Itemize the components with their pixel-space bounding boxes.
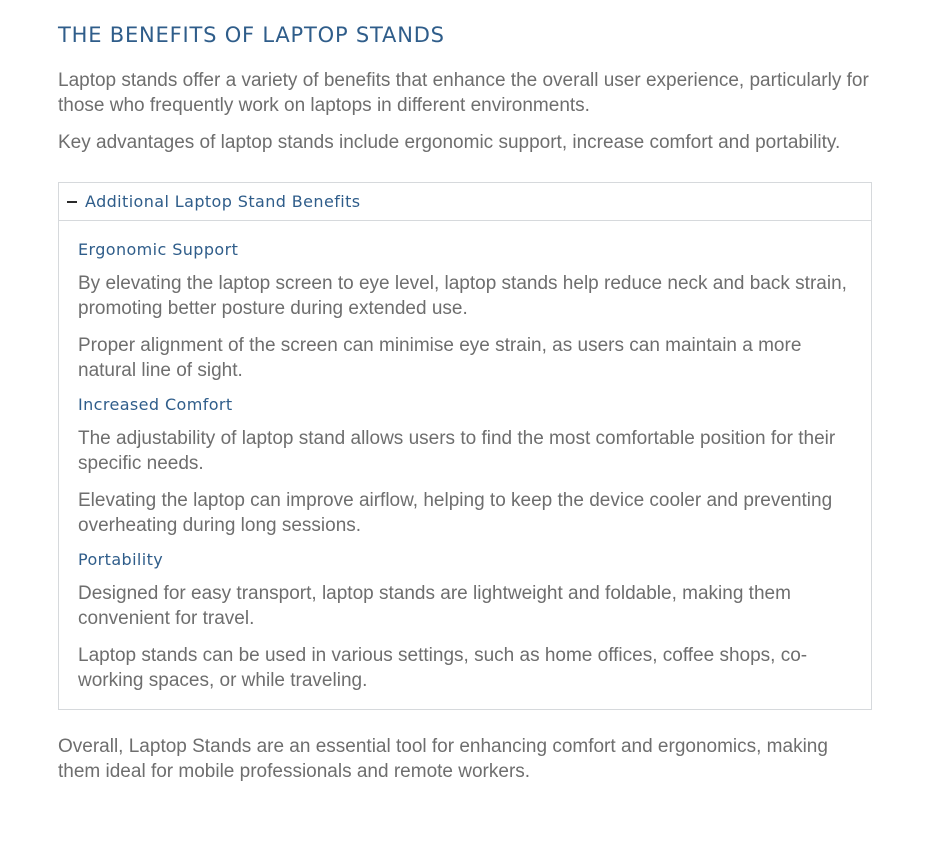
accordion-content (59, 221, 871, 709)
conclusion-paragraph: Overall, Laptop Stands are an essential tool for enhancing comfort and ergonomics, making them ideal for mobile professionals and remote workers. (58, 736, 828, 782)
accordion-toggle[interactable] (59, 183, 871, 221)
section-heading-increased-comfort: Increased Comfort (78, 395, 233, 414)
accordion-title: Additional Laptop Stand Benefits (85, 192, 361, 211)
article (58, 20, 872, 784)
section-paragraph: Proper alignment of the screen can minimise eye strain, as users can maintain a more natural line of sight. (78, 335, 802, 381)
section-paragraph: Elevating the laptop can improve airflow, helping to keep the device cooler and preventing overheating during long sessions. (78, 490, 833, 536)
section-paragraph: Laptop stands can be used in various settings, such as home offices, coffee shops, co-working spaces, or while traveling. (78, 645, 808, 691)
section-paragraph: Designed for easy transport, laptop stands are lightweight and foldable, making them convenient for travel. (78, 583, 791, 629)
section-paragraph: The adjustability of laptop stand allows users to find the most comfortable position for their specific needs. (78, 428, 836, 474)
section-paragraph: By elevating the laptop screen to eye level, laptop stands help reduce neck and back strain, promoting better posture during extended use. (78, 273, 847, 319)
page-title: THE BENEFITS OF LAPTOP STANDS (58, 23, 445, 47)
benefits-accordion (58, 182, 872, 710)
intro-paragraph: Key advantages of laptop stands include ergonomic support, increase comfort and portability. (58, 132, 841, 153)
section-heading-portability: Portability (78, 550, 164, 569)
section-heading-ergonomic-support: Ergonomic Support (78, 240, 239, 259)
minus-icon (67, 201, 77, 203)
intro-paragraph: Laptop stands offer a variety of benefits that enhance the overall user experience, particularly for those who frequently work on laptops in different environments. (58, 70, 869, 116)
